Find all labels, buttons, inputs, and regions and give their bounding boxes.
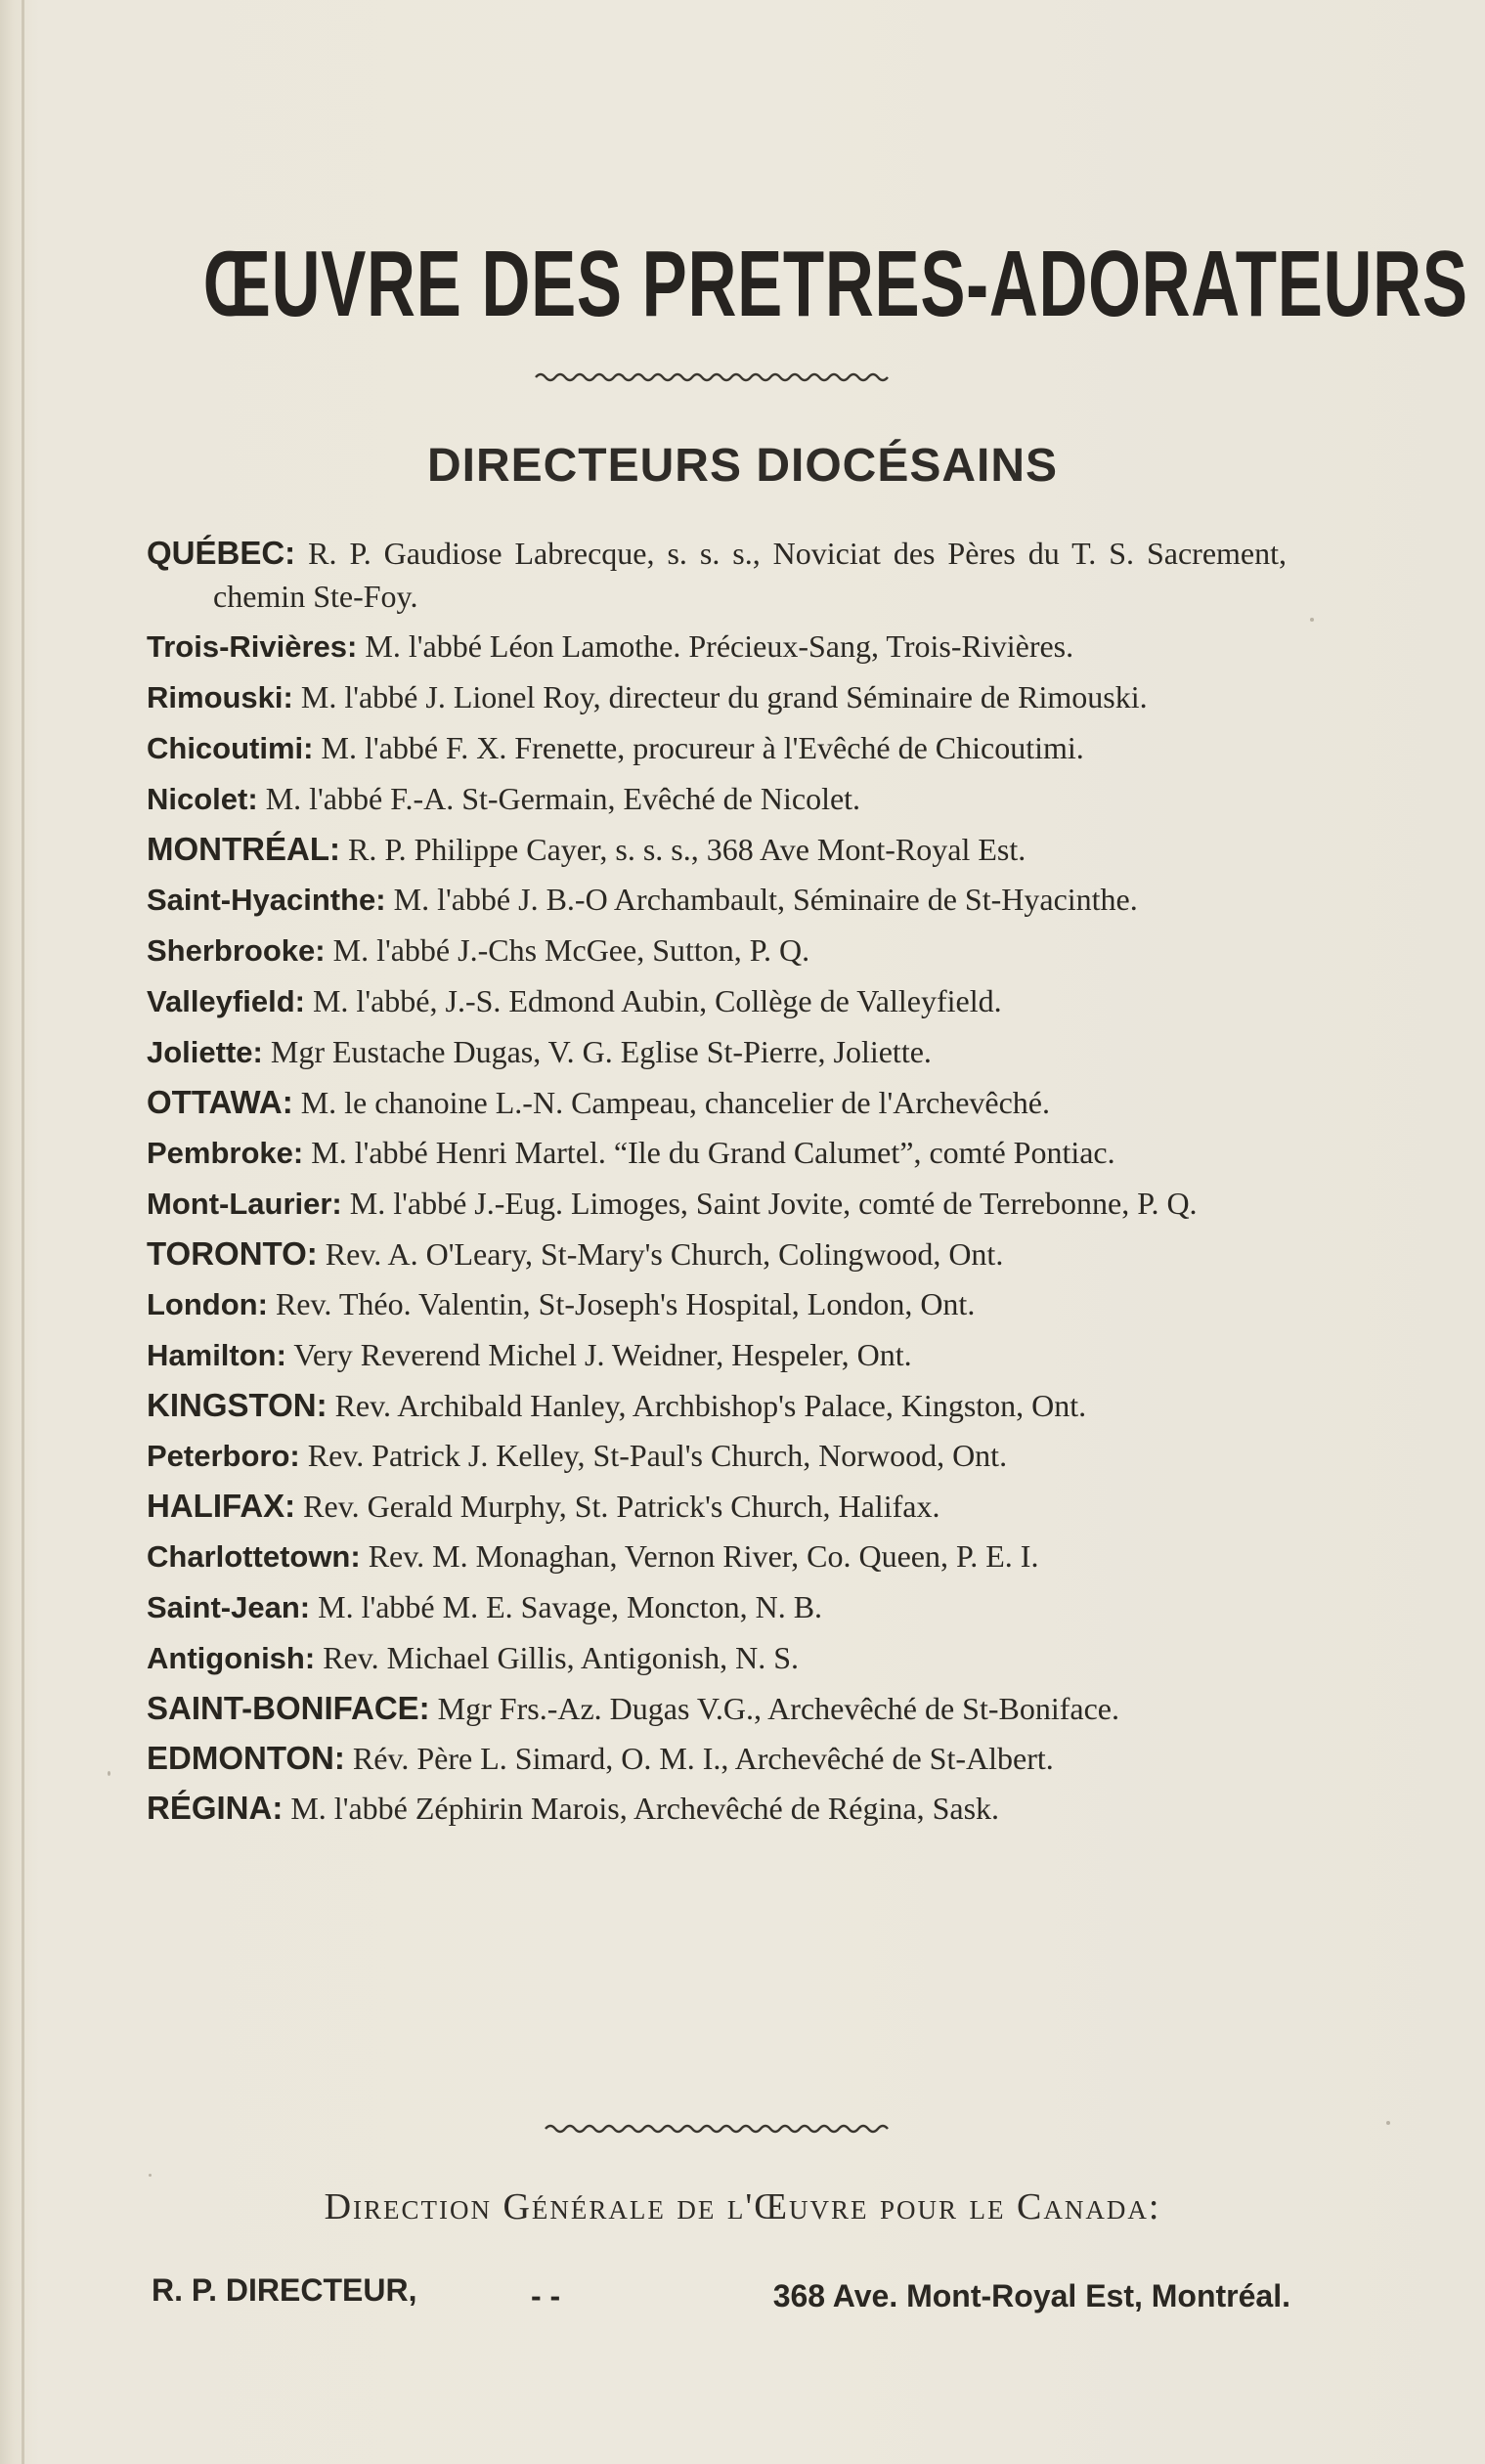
director-info: M. l'abbé J.-Chs McGee, Sutton, P. Q. bbox=[332, 932, 810, 968]
list-item bbox=[147, 1585, 1287, 1629]
diocese-name: RÉGINA: bbox=[147, 1790, 284, 1826]
list-item bbox=[147, 1535, 1287, 1578]
list-item bbox=[147, 1131, 1287, 1175]
diocese-name: Saint-Hyacinthe: bbox=[147, 883, 386, 917]
director-info: Rev. A. O'Leary, St-Mary's Church, Colingwood, Ont. bbox=[325, 1236, 1004, 1272]
director-info: M. l'abbé F.-A. St-Germain, Evêché de Nicolet. bbox=[265, 781, 861, 816]
diocese-name: MONTRÉAL: bbox=[147, 831, 340, 867]
diocese-name: OTTAWA: bbox=[147, 1084, 293, 1120]
diocese-name: London: bbox=[147, 1287, 268, 1321]
list-item bbox=[147, 929, 1287, 973]
list-item bbox=[147, 1434, 1287, 1478]
director-info: Rev. Théo. Valentin, St-Joseph's Hospital, London, Ont. bbox=[275, 1286, 976, 1321]
director-info: Rév. Père L. Simard, O. M. I., Archevêché de St-Albert. bbox=[352, 1741, 1054, 1776]
director-info: M. l'abbé, J.-S. Edmond Aubin, Collège de Valleyfield. bbox=[312, 983, 1002, 1018]
diocese-name: Trois-Rivières: bbox=[147, 629, 358, 664]
list-item bbox=[147, 1787, 1287, 1830]
diocese-name: Chicoutimi: bbox=[147, 731, 314, 765]
directors-list bbox=[147, 532, 1287, 1837]
director-info: Mgr Eustache Dugas, V. G. Eglise St-Pierre, Joliette. bbox=[270, 1034, 932, 1069]
director-info: M. l'abbé J.-Eug. Limoges, Saint Jovite, comté de Terrebonne, P. Q. bbox=[349, 1186, 1198, 1221]
diocese-name: Mont-Laurier: bbox=[147, 1187, 342, 1221]
diocese-name: Sherbrooke: bbox=[147, 933, 326, 968]
diocese-name: Joliette: bbox=[147, 1035, 263, 1069]
director-info: Rev. M. Monaghan, Vernon River, Co. Queen, P. E. I. bbox=[368, 1538, 1039, 1574]
diocese-name: Rimouski: bbox=[147, 680, 293, 714]
list-item bbox=[147, 1687, 1287, 1730]
general-direction-heading: Direction Générale de l'Œuvre pour le Canada: bbox=[324, 2186, 1161, 2227]
diocese-name: Pembroke: bbox=[147, 1136, 304, 1170]
director-info: Very Reverend Michel J. Weidner, Hespeler, Ont. bbox=[293, 1337, 912, 1372]
director-info: Rev. Archibald Hanley, Archbishop's Palace, Kingston, Ont. bbox=[334, 1388, 1087, 1423]
director-label: R. P. DIRECTEUR, bbox=[152, 2272, 417, 2308]
diocese-name: KINGSTON: bbox=[147, 1387, 328, 1423]
list-item bbox=[147, 777, 1287, 821]
director-address: 368 Ave. Mont-Royal Est, Montréal. bbox=[772, 2278, 1290, 2313]
list-item bbox=[147, 675, 1287, 719]
section-heading: DIRECTEURS DIOCÉSAINS bbox=[426, 440, 1059, 492]
diocese-name: HALIFAX: bbox=[147, 1488, 296, 1524]
director-info: M. l'abbé Léon Lamothe. Précieux-Sang, Trois-Rivières. bbox=[365, 628, 1074, 664]
list-item bbox=[147, 1485, 1287, 1528]
list-item bbox=[147, 532, 1287, 618]
list-item bbox=[147, 1737, 1287, 1780]
list-item bbox=[147, 625, 1287, 669]
director-info: M. l'abbé Zéphirin Marois, Archevêché de Régina, Sask. bbox=[290, 1791, 1000, 1826]
diocese-name: SAINT-BONIFACE: bbox=[147, 1690, 430, 1726]
list-item bbox=[147, 1282, 1287, 1326]
diocese-name: Charlottetown: bbox=[147, 1539, 361, 1574]
paper-speck bbox=[108, 1771, 110, 1776]
diocese-name: TORONTO: bbox=[147, 1235, 318, 1272]
director-info: M. l'abbé F. X. Frenette, procureur à l'Evêché de Chicoutimi. bbox=[321, 730, 1084, 765]
director-info: M. le chanoine L.-N. Campeau, chancelier de l'Archevêché. bbox=[300, 1085, 1050, 1120]
list-item bbox=[147, 1232, 1287, 1275]
director-info: M. l'abbé M. E. Savage, Moncton, N. B. bbox=[318, 1589, 823, 1624]
page-title: ŒUVRE DES PRETRES-ADORATEURS bbox=[202, 232, 1468, 336]
list-item bbox=[147, 1636, 1287, 1680]
director-info: M. l'abbé J. Lionel Roy, directeur du grand Séminaire de Rimouski. bbox=[300, 679, 1148, 714]
paper-speck bbox=[149, 2174, 152, 2177]
director-info: M. l'abbé J. B.-O Archambault, Séminaire de St-Hyacinthe. bbox=[393, 882, 1138, 917]
director-info: Rev. Patrick J. Kelley, St-Paul's Church, Norwood, Ont. bbox=[307, 1438, 1008, 1473]
list-item bbox=[147, 878, 1287, 922]
diocese-name: Saint-Jean: bbox=[147, 1590, 311, 1624]
list-item bbox=[147, 1081, 1287, 1124]
diocese-name: Antigonish: bbox=[147, 1641, 316, 1675]
director-info: M. l'abbé Henri Martel. “Ile du Grand Calumet”, comté Pontiac. bbox=[311, 1135, 1115, 1170]
diocese-name: Hamilton: bbox=[147, 1338, 286, 1372]
list-item bbox=[147, 726, 1287, 770]
paper-speck bbox=[1310, 618, 1314, 622]
director-info: Mgr Frs.-Az. Dugas V.G., Archevêché de St-Boniface. bbox=[437, 1691, 1119, 1726]
diocese-name: EDMONTON: bbox=[147, 1740, 345, 1776]
director-info: Rev. Gerald Murphy, St. Patrick's Church, Halifax. bbox=[303, 1489, 940, 1524]
list-item bbox=[147, 979, 1287, 1023]
diocese-name: QUÉBEC: bbox=[147, 535, 296, 571]
director-info: R. P. Gaudiose Labrecque, s. s. s., Noviciat des Pères du T. S. Sacrement, chemin Ste-Foy. bbox=[213, 536, 1288, 614]
diocese-name: Valleyfield: bbox=[147, 984, 305, 1018]
paper-speck bbox=[1386, 2121, 1390, 2125]
list-item bbox=[147, 1384, 1287, 1427]
list-item bbox=[147, 828, 1287, 871]
list-item bbox=[147, 1182, 1287, 1226]
director-info: Rev. Michael Gillis, Antigonish, N. S. bbox=[323, 1640, 799, 1675]
diocese-name: Peterboro: bbox=[147, 1439, 300, 1473]
diocese-name: Nicolet: bbox=[147, 782, 258, 816]
list-item bbox=[147, 1030, 1287, 1074]
top-ornament-rule bbox=[0, 367, 1485, 387]
list-item bbox=[147, 1333, 1287, 1377]
leader-dashes: - - bbox=[531, 2278, 561, 2313]
director-info: R. P. Philippe Cayer, s. s. s., 368 Ave Mont-Royal Est. bbox=[347, 832, 1026, 867]
bottom-ornament-rule bbox=[0, 2119, 1485, 2139]
